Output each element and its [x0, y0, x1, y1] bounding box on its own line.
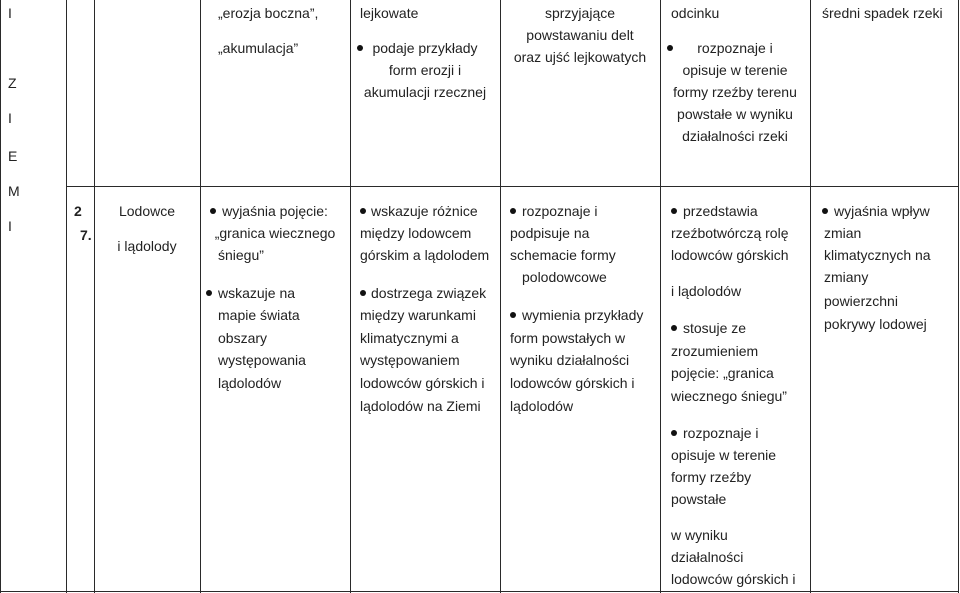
- cell-text: opisuje w terenie: [682, 62, 788, 78]
- cell-text: między warunkami: [360, 307, 476, 323]
- side-letter: E: [8, 148, 18, 164]
- cell-text: i lądolodów: [671, 283, 742, 299]
- cell-text: podaje przykłady: [372, 40, 478, 56]
- cell-text: między lodowcem: [360, 225, 472, 241]
- bullet-icon: [360, 208, 366, 214]
- term-text: „akumulacja”: [218, 40, 299, 56]
- bullet-icon: [510, 208, 516, 214]
- table-border-right: [958, 0, 959, 593]
- column-divider: [94, 0, 95, 593]
- cell-text: sprzyjające: [544, 5, 616, 21]
- cell-text: mapie świata: [218, 307, 300, 323]
- cell-text: form powstałych w: [510, 330, 626, 346]
- cell-text: formy rzeźby: [671, 469, 752, 485]
- cell-text: polodowcowe: [522, 269, 607, 285]
- cell-text: powstawaniu delt: [526, 27, 634, 43]
- cell-text: lądolodów na Ziemi: [360, 398, 481, 414]
- column-divider: [810, 0, 811, 593]
- row-number: 2: [74, 203, 82, 219]
- cell-text: wymienia przykłady: [522, 307, 644, 323]
- side-letter: Z: [8, 75, 17, 91]
- table-border-bottom: [0, 591, 958, 592]
- bullet-icon: [671, 325, 677, 331]
- cell-text: form erozji i: [388, 62, 462, 78]
- cell-text: śniegu”: [218, 247, 264, 263]
- cell-text: występowaniem: [360, 352, 460, 368]
- bullet-icon: [822, 208, 828, 214]
- cell-text: oraz ujść lejkowatych: [513, 49, 647, 65]
- cell-text: „granica wiecznego: [214, 225, 336, 241]
- cell-text: pokrywy lodowej: [824, 316, 927, 332]
- cell-text: formy rzeźby terenu: [673, 84, 797, 100]
- side-letter: M: [8, 183, 20, 199]
- bullet-icon: [206, 290, 212, 296]
- cell-text: stosuje ze: [683, 320, 747, 336]
- bullet-icon: [360, 290, 366, 296]
- cell-text: wskazuje różnice: [371, 203, 478, 219]
- cell-text: lodowców górskich: [671, 247, 789, 263]
- table-border-left: [0, 0, 1, 593]
- cell-text: działalności: [671, 549, 744, 565]
- cell-text: schemacie formy: [510, 247, 616, 263]
- cell-text: lodowców górskich i: [360, 375, 485, 391]
- side-letter: I: [8, 110, 12, 126]
- term-text: „erozja boczna”,: [218, 5, 319, 21]
- cell-text: rozpoznaje i: [697, 40, 773, 56]
- cell-text: średni spadek rzeki: [822, 5, 943, 21]
- column-divider: [500, 0, 501, 593]
- cell-text: wyniku działalności: [510, 352, 630, 368]
- cell-text: lejkowate: [360, 5, 419, 21]
- row-number: 7.: [80, 227, 92, 243]
- side-letter: I: [8, 218, 12, 234]
- cell-text: lodowców górskich i: [671, 571, 796, 587]
- cell-text: lądolodów: [218, 375, 282, 391]
- cell-text: powstałe w wyniku: [677, 106, 793, 122]
- cell-text: powstałe: [671, 491, 727, 507]
- cell-text: zrozumieniem: [671, 343, 759, 359]
- cell-text: występowania: [218, 352, 306, 368]
- cell-text: powierzchni: [824, 293, 898, 309]
- cell-text: wskazuje na: [218, 285, 296, 301]
- cell-text: rzeźbotwórczą rolę: [671, 225, 789, 241]
- cell-text: działalności rzeki: [682, 128, 788, 144]
- cell-text: podpisuje na: [510, 225, 590, 241]
- cell-text: akumulacji rzecznej: [363, 84, 487, 100]
- cell-text: klimatycznymi a: [360, 330, 459, 346]
- column-divider: [66, 0, 67, 593]
- cell-text: wiecznego śniegu”: [671, 388, 787, 404]
- cell-text: opisuje w terenie: [671, 447, 777, 463]
- cell-text: lądolodów: [510, 398, 574, 414]
- cell-text: lodowców górskich i: [510, 375, 635, 391]
- cell-text: zmiany: [824, 269, 869, 285]
- cell-text: przedstawia: [683, 203, 758, 219]
- section-title: i lądolody: [117, 238, 177, 254]
- bullet-icon: [671, 430, 677, 436]
- cell-text: rozpoznaje i: [683, 425, 759, 441]
- cell-text: w wyniku: [671, 527, 728, 543]
- bullet-icon: [510, 312, 516, 318]
- section-title: Lodowce: [118, 203, 176, 219]
- column-divider: [200, 0, 201, 593]
- cell-text: wyjaśnia wpływ: [834, 203, 930, 219]
- cell-text: pojęcie: „granica: [671, 365, 774, 381]
- cell-text: klimatycznych na: [824, 247, 931, 263]
- cell-text: zmian: [824, 225, 862, 241]
- cell-text: dostrzega związek: [371, 285, 487, 301]
- row-divider: [66, 186, 958, 187]
- cell-text: odcinku: [671, 5, 720, 21]
- cell-text: górskim a lądolodem: [360, 247, 490, 263]
- bullet-icon: [671, 208, 677, 214]
- cell-text: rozpoznaje i: [522, 203, 598, 219]
- side-letter: I: [8, 5, 12, 21]
- cell-text: obszary: [218, 330, 268, 346]
- cell-text: wyjaśnia pojęcie:: [222, 203, 328, 219]
